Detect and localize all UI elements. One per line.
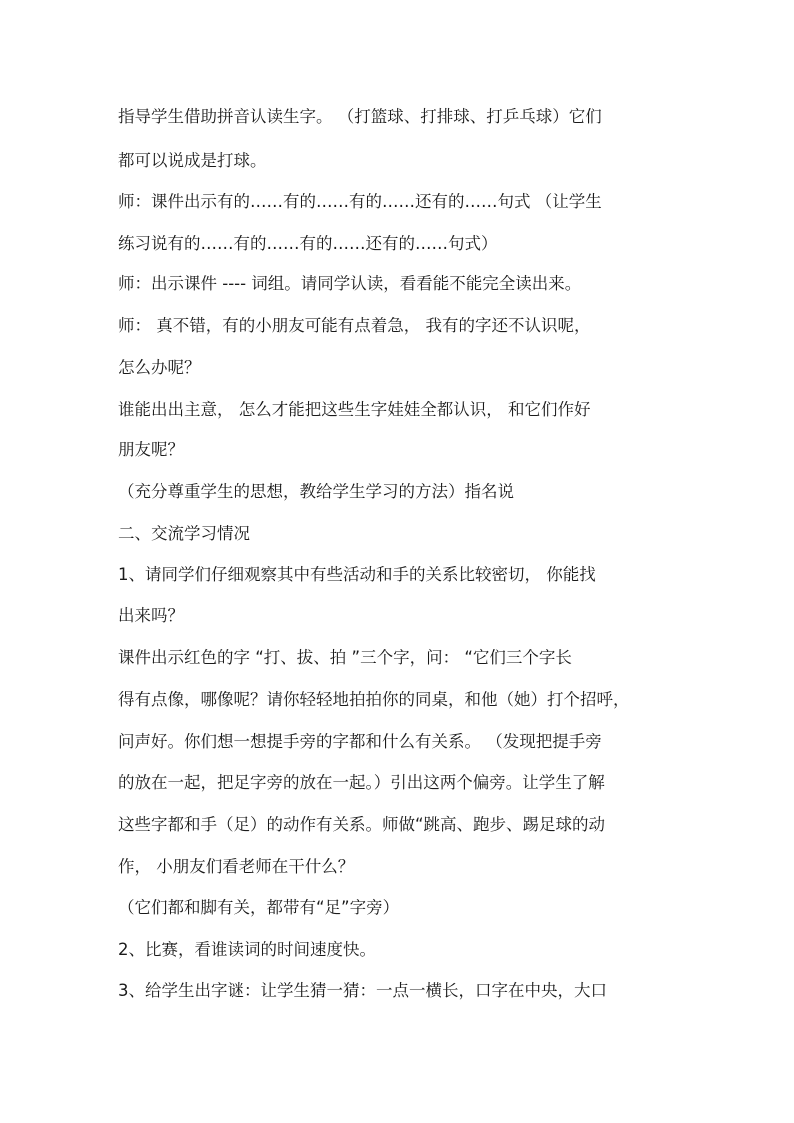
text-line: 怎么办呢？ <box>118 358 201 377</box>
section-heading: 二、交流学习情况 <box>118 524 250 543</box>
text-line: 师： 真不错，有的小朋友可能有点着急， 我有的字还不认识呢， <box>118 316 591 335</box>
text-line: 出来吗？ <box>118 606 184 625</box>
text-line: 3、给学生出字谜：让学生猜一猜：一点一横长，口字在中央，大口 <box>118 981 607 1000</box>
text-line: （它们都和脚有关，都带有“足”字旁） <box>118 898 400 917</box>
text-line: 1、请同学们仔细观察其中有些活动和手的关系比较密切， 你能找 <box>118 565 596 584</box>
text-line: 师：课件出示有的……有的……有的……还有的……句式 （让学生 <box>118 192 602 211</box>
text-line: 问声好。你们想一想提手旁的字都和什么有关系。 （发现把提手旁 <box>118 732 602 751</box>
text-line: 练习说有的……有的……有的……还有的……句式） <box>118 234 498 253</box>
text-line: 谁能出出主意， 怎么才能把这些生字娃娃全都认识， 和它们作好 <box>118 400 591 419</box>
text-line: 都可以说成是打球。 <box>118 151 267 170</box>
text-line: 师：出示课件 ---- 词组。请同学认读，看看能不能完全读出来。 <box>118 274 582 293</box>
text-line: 课件出示红色的字 “打、拔、拍 ”三个字，问： “它们三个字长 <box>118 648 572 667</box>
text-line: 指导学生借助拼音认读生字。 （打篮球、打排球、打乒乓球）它们 <box>118 107 602 126</box>
text-line: 这些字都和手（足）的动作有关系。师做“跳高、跑步、踢足球的动 <box>118 815 606 834</box>
text-line: 朋友呢？ <box>118 440 184 459</box>
text-line: （充分尊重学生的思想，教给学生学习的方法）指名说 <box>118 482 514 501</box>
text-line: 的放在一起，把足字旁的放在一起。）引出这两个偏旁。让学生了解 <box>118 773 605 792</box>
text-line: 2、比赛，看谁读词的时间速度快。 <box>118 940 376 959</box>
text-line: 得有点像，哪像呢？请你轻轻地拍拍你的同桌，和他（她）打个招呼， <box>118 690 630 709</box>
text-line: 作， 小朋友们看老师在干什么？ <box>118 857 355 876</box>
